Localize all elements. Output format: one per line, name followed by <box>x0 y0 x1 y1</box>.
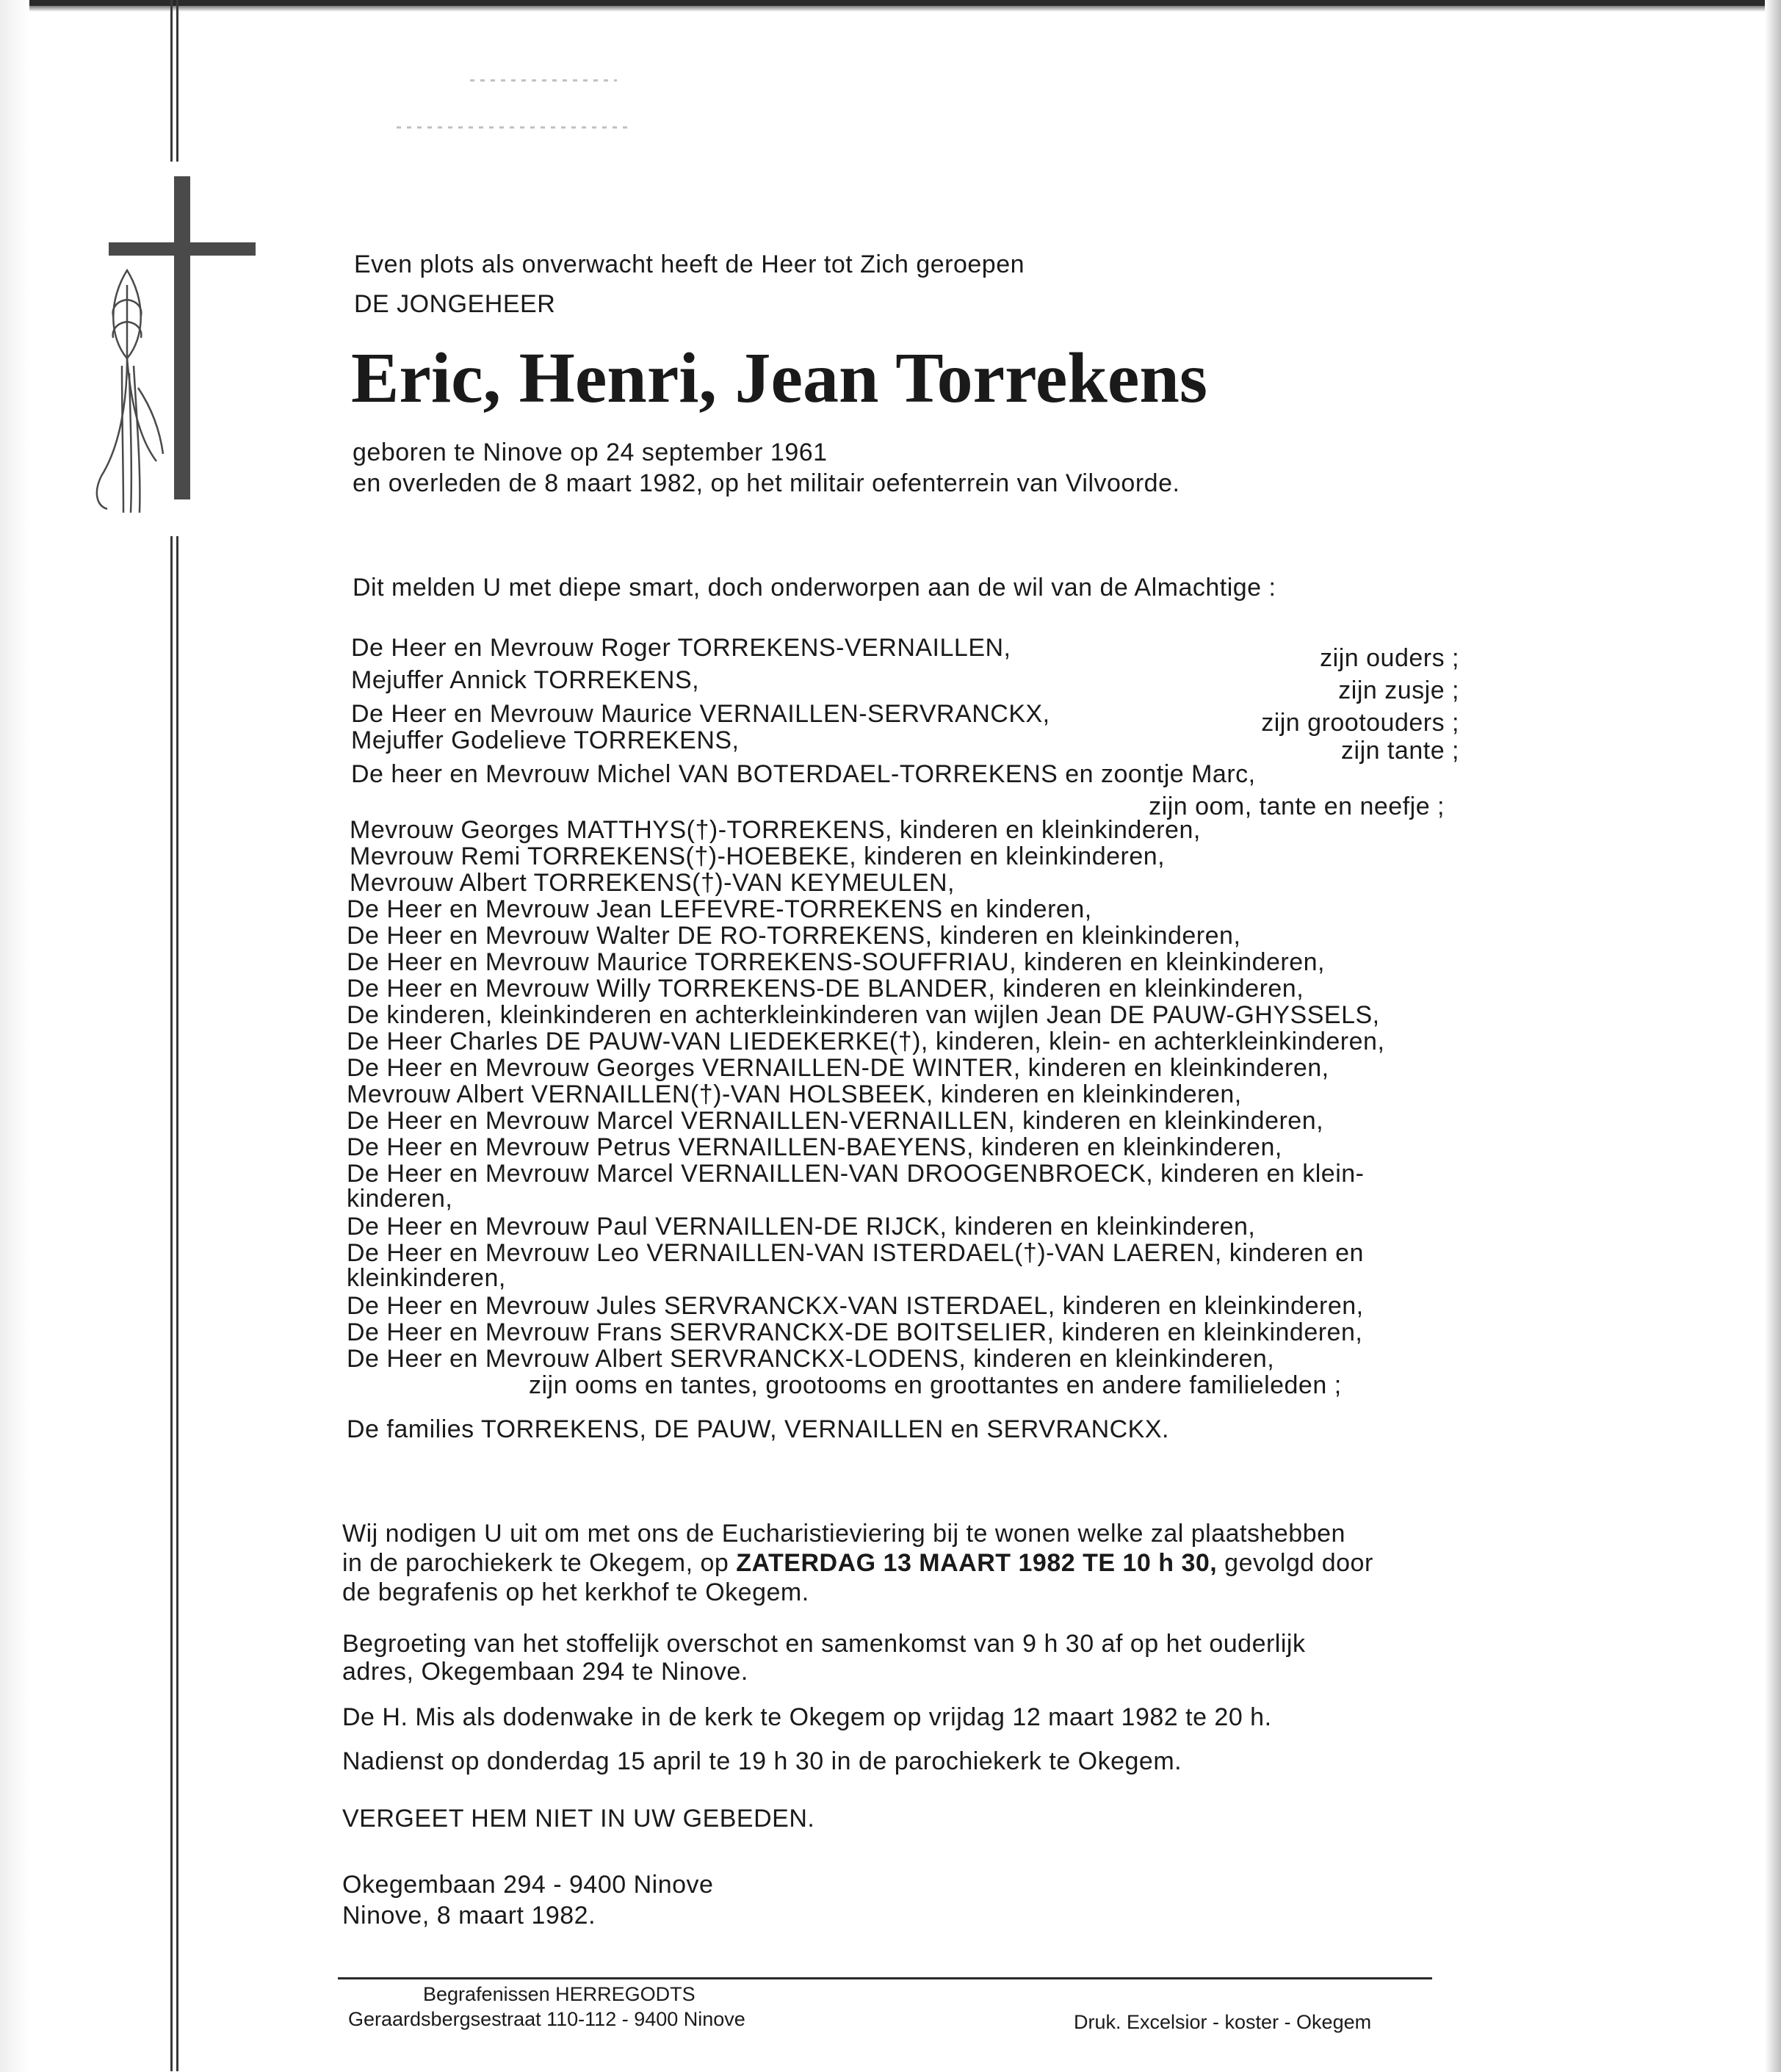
family-relation: zijn oom, tante en neefje ; <box>1149 793 1445 820</box>
intro-title: DE JONGEHEER <box>354 290 556 318</box>
scan-top-edge <box>0 0 1781 6</box>
birth-line: geboren te Ninove op 24 september 1961 <box>353 438 828 466</box>
cross-beam <box>109 242 256 256</box>
family-member: De heer en Mevrouw Michel VAN BOTERDAEL-TORREKENS en zoontje Marc, <box>351 760 1256 788</box>
faint-bleed-mark <box>470 79 617 82</box>
border-line-top <box>170 0 178 162</box>
relative-line: kleinkinderen, <box>347 1264 506 1292</box>
relative-line: De Heer en Mevrouw Marcel VERNAILLEN-VERNAILLEN, kinderen en kleinkinderen, <box>347 1107 1324 1135</box>
address-line: Okegembaan 294 - 9400 Ninove <box>342 1871 714 1899</box>
family-relation: zijn zusje ; <box>1338 676 1459 704</box>
relative-line: De Heer en Mevrouw Maurice TORREKENS-SOUFFRIAU, kinderen en kleinkinderen, <box>347 948 1326 976</box>
scan-top-shadow <box>0 6 1781 12</box>
family-member: Mejuffer Annick TORREKENS, <box>351 666 700 694</box>
faint-bleed-mark <box>397 126 632 129</box>
family-member: Mejuffer Godelieve TORREKENS, <box>351 726 740 754</box>
relative-line: De Heer en Mevrouw Willy TORREKENS-DE BLANDER, kinderen en kleinkinderen, <box>347 975 1304 1003</box>
relative-line: De Heer en Mevrouw Frans SERVRANCKX-DE BOITSELIER, kinderen en kleinkinderen, <box>347 1318 1363 1346</box>
border-line-bottom <box>170 536 178 2071</box>
greeting-line: adres, Okegembaan 294 te Ninove. <box>342 1658 748 1686</box>
wake-line: De H. Mis als dodenwake in de kerk te Okegem op vrijdag 12 maart 1982 te 20 h. <box>342 1703 1272 1731</box>
relative-line: De Heer en Mevrouw Marcel VERNAILLEN-VAN DROOGENBROECK, kinderen en klein- <box>347 1160 1365 1188</box>
family-member: De Heer en Mevrouw Maurice VERNAILLEN-SERVRANCKX, <box>351 700 1050 728</box>
relative-line: kinderen, <box>347 1185 453 1213</box>
relative-line: Mevrouw Albert VERNAILLEN(†)-VAN HOLSBEEK, kinderen en kleinkinderen, <box>347 1080 1242 1108</box>
relative-line: De Heer en Mevrouw Jules SERVRANCKX-VAN ISTERDAEL, kinderen en kleinkinderen, <box>347 1292 1364 1320</box>
announcement: Dit melden U met diepe smart, doch onderworpen aan de wil van de Almachtige : <box>353 574 1276 602</box>
greeting-line: Begroeting van het stoffelijk overschot en samenkomst van 9 h 30 af op het ouderlijk <box>342 1630 1306 1658</box>
relative-line: De Heer en Mevrouw Albert SERVRANCKX-LODENS, kinderen en kleinkinderen, <box>347 1345 1275 1373</box>
family-relation: zijn tante ; <box>1341 737 1459 765</box>
printer-credit: Druk. Excelsior - koster - Okegem <box>1074 2011 1372 2033</box>
scan-right-edge <box>1765 0 1781 2072</box>
undertaker-address: Geraardsbergsestraat 110-112 - 9400 Ninove <box>348 2008 745 2030</box>
relative-line: De Heer en Mevrouw Leo VERNAILLEN-VAN ISTERDAEL(†)-VAN LAEREN, kinderen en <box>347 1239 1364 1267</box>
family-member: De Heer en Mevrouw Roger TORREKENS-VERNAILLEN, <box>351 634 1011 662</box>
relative-line: Mevrouw Georges MATTHYS(†)-TORREKENS, kinderen en kleinkinderen, <box>350 816 1201 844</box>
invitation-line: Wij nodigen U uit om met ons de Eucharistieviering bij te wonen welke zal plaatshebben <box>342 1520 1345 1548</box>
deceased-name: Eric, Henri, Jean Torrekens <box>351 339 1207 418</box>
cross-icon <box>174 176 190 499</box>
relative-line: De Heer Charles DE PAUW-VAN LIEDEKERKE(†), kinderen, klein- en achterkleinkinderen, <box>347 1028 1385 1055</box>
relative-line: De Heer en Mevrouw Jean LEFEVRE-TORREKENS en kinderen, <box>347 895 1092 923</box>
ceremony-date: ZATERDAG 13 MAART 1982 TE 10 h 30, <box>736 1549 1218 1577</box>
prayer-line: VERGEET HEM NIET IN UW GEBEDEN. <box>342 1805 815 1833</box>
footer-divider <box>338 1977 1432 1979</box>
service-line: Nadienst op donderdag 15 april te 19 h 30 in de parochiekerk te Okegem. <box>342 1747 1182 1775</box>
relative-line: Mevrouw Remi TORREKENS(†)-HOEBEKE, kinderen en kleinkinderen, <box>350 842 1166 870</box>
wheat-icon <box>87 256 167 527</box>
relatives-closing: zijn ooms en tantes, grootooms en groottantes en andere familieleden ; <box>529 1371 1342 1399</box>
families-line: De families TORREKENS, DE PAUW, VERNAILLEN en SERVRANCKX. <box>347 1415 1169 1443</box>
relative-line: De Heer en Mevrouw Paul VERNAILLEN-DE RIJCK, kinderen en kleinkinderen, <box>347 1213 1256 1241</box>
family-relation: zijn grootouders ; <box>1261 709 1459 737</box>
relative-line: De kinderen, kleinkinderen en achterkleinkinderen van wijlen Jean DE PAUW-GHYSSELS, <box>347 1001 1380 1029</box>
date-line: Ninove, 8 maart 1982. <box>342 1902 596 1930</box>
invitation-line: in de parochiekerk te Okegem, op ZATERDAG 13 MAART 1982 TE 10 h 30, gevolgd door <box>342 1549 1373 1577</box>
relative-line: De Heer en Mevrouw Georges VERNAILLEN-DE WINTER, kinderen en kleinkinderen, <box>347 1054 1329 1082</box>
family-relation: zijn ouders ; <box>1320 644 1459 672</box>
undertaker-name: Begrafenissen HERREGODTS <box>423 1983 696 2005</box>
relative-line: Mevrouw Albert TORREKENS(†)-VAN KEYMEULEN, <box>350 869 955 897</box>
invitation-line: de begrafenis op het kerkhof te Okegem. <box>342 1578 809 1606</box>
relative-line: De Heer en Mevrouw Petrus VERNAILLEN-BAEYENS, kinderen en kleinkinderen, <box>347 1133 1282 1161</box>
relative-line: De Heer en Mevrouw Walter DE RO-TORREKENS, kinderen en kleinkinderen, <box>347 922 1241 950</box>
intro-line: Even plots als onverwacht heeft de Heer tot Zich geroepen <box>354 250 1025 278</box>
death-line: en overleden de 8 maart 1982, op het militair oefenterrein van Vilvoorde. <box>353 469 1180 497</box>
scan-left-edge <box>0 0 29 2072</box>
